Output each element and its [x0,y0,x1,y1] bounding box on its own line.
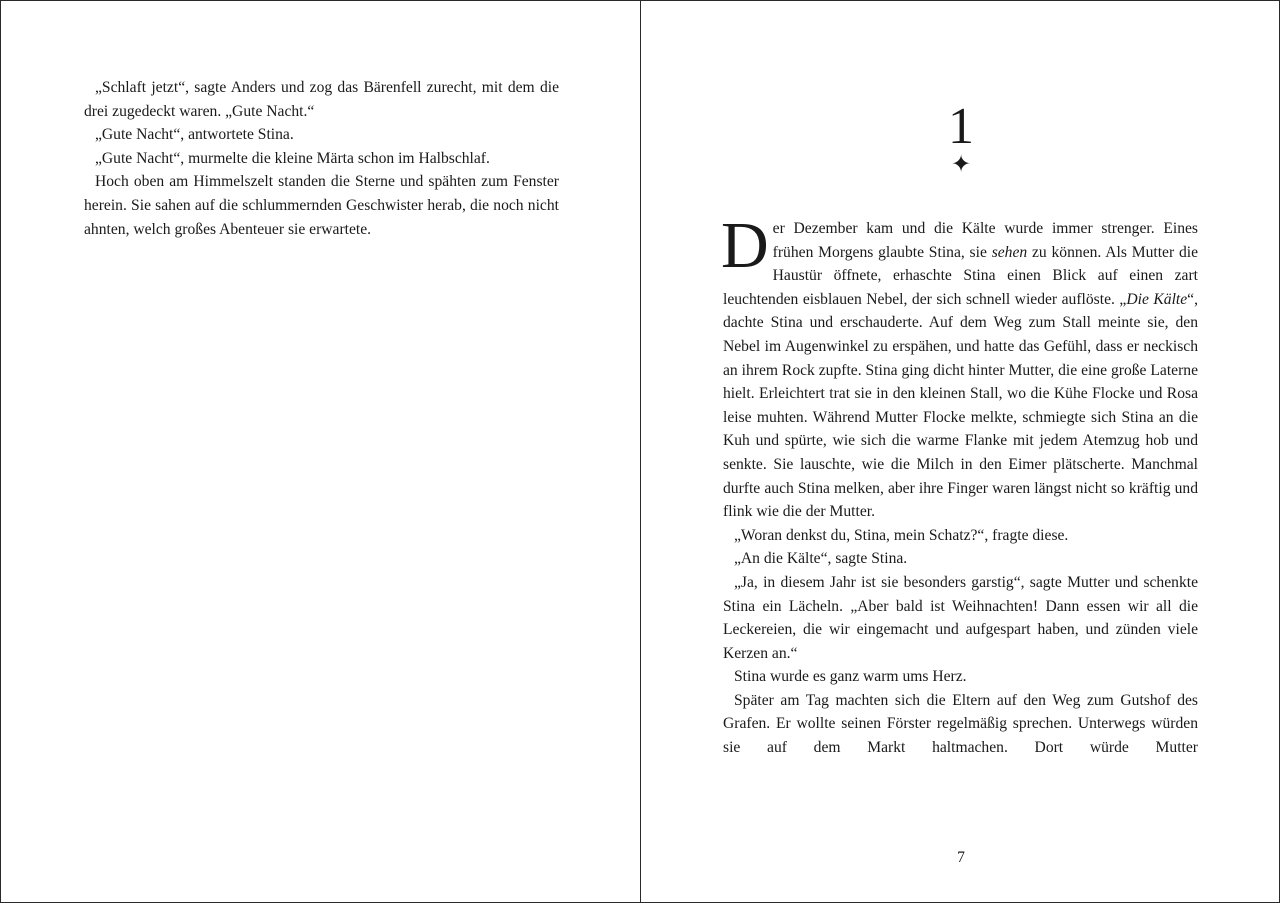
paragraph: Stina wurde es ganz warm ums Herz. [734,668,967,686]
paragraph: „Gute Nacht“, murmelte die kleine Märta schon im Halbschlaf. [95,149,490,167]
paragraph: „Schlaft jetzt“, sagte Anders und zog das Bärenfell zurecht, mit dem die drei zugedeckt waren. „Gute Nacht.“ [84,79,559,120]
right-page-text [721,209,1198,760]
emphasis: Die Kälte [1126,290,1188,308]
right-page [640,0,1280,903]
paragraph: „Woran denkst du, Stina, mein Schatz?“, fragte diese. [734,526,1069,544]
left-page-text [84,76,559,241]
text-run: “, dachte Stina und erschauderte. Auf dem Weg zum Stall meinte sie, den Nebel im Augenwinkel zu erspähen, und hatte das Gefühl, dass er neckisch an ihrem Rock zupfte. Stina ging dicht hinter Mutter, die eine große Laterne hielt. Erleichtert trat sie in den kleinen Stall, wo die Kühe Flocke und Rosa leise muhten. Während Mutter Flocke melkte, schmiegte sich Stina an die Kuh und spürte, wie sich die warme Flanke mit jedem Atemzug hob und senkte. Sie lauschte, wie die Milch in den Eimer plätscherte. Manchmal durfte auch Stina melken, aber ihre Finger waren längst nicht so kräftig und flink wie die der Mutter. [723,290,1198,521]
chapter-number: 1 [948,98,974,155]
text-run: er Dezember kam und die Kälte wurde immer strenger. Eines frühen Morgens glaubte Stina, sie [772,220,1198,261]
drop-cap: D [721,209,769,282]
text-run: zu können. Als Mutter die Haustür öffnete, erhaschte Stina einen Blick auf einen zart leuchtenden eisblauen Nebel, der sich schnell wieder auflöste. „ [723,243,1198,308]
paragraph: „Gute Nacht“, antwortete Stina. [95,126,294,144]
emphasis: sehen [991,243,1028,261]
paragraph: Später am Tag machten sich die Eltern auf den Weg zum Gutshof des Grafen. Er wollte seinen Förster regelmäßig sprechen. Unterwegs würden sie auf dem Markt haltmachen. Dort würde Mutter [723,691,1198,757]
paragraph: „An die Kälte“, sagte Stina. [734,550,908,568]
first-paragraph [721,209,1198,524]
page-number: 7 [957,849,965,866]
paragraph: Hoch oben am Himmelszelt standen die Sterne und spähten zum Fenster herein. Sie sahen auf die schlummernden Geschwister herab, die noch nicht ahnten, welch großes Abenteuer sie erwartete. [84,173,559,238]
star-ornament-icon: ✦ [950,152,972,178]
paragraph: „Ja, in diesem Jahr ist sie besonders garstig“, sagte Mutter und schenkte Stina ein Lächeln. „Aber bald ist Weihnachten! Dann essen wir all die Leckereien, die wir eingemacht und aufgespart haben, und zünden viele Kerzen an.“ [723,573,1198,662]
